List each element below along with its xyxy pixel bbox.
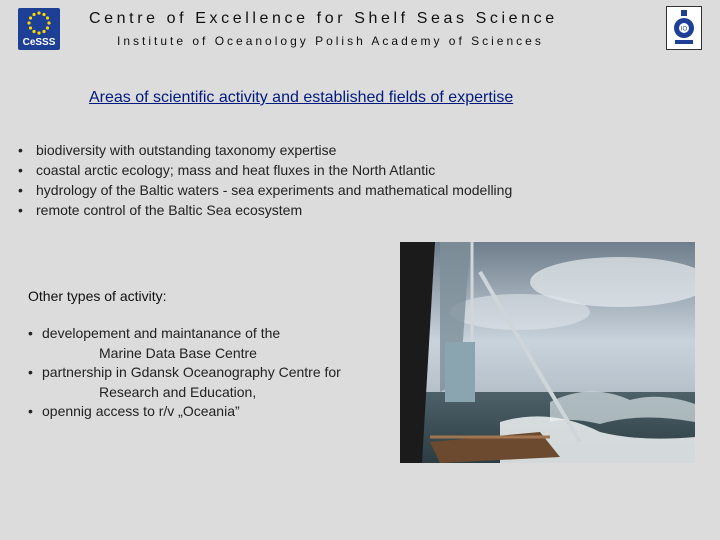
eu-stars-icon — [18, 8, 60, 38]
list-item-line: • developement and maintanance of the — [42, 325, 281, 341]
logo-right-text: IO — [680, 26, 688, 33]
other-activity-list — [28, 324, 400, 422]
section-heading: Areas of scientific activity and established fields of expertise — [89, 89, 514, 106]
list-item — [28, 363, 400, 402]
list-item-line: Marine Data Base Centre — [99, 344, 257, 361]
list-item-line: • partnership in Gdansk Oceanography Centre for — [42, 364, 341, 380]
list-item-line: Research and Education, — [99, 383, 257, 400]
logo-left-text: CeSSS — [22, 37, 56, 48]
institute-logo-icon — [666, 6, 702, 50]
ship-photo — [400, 242, 695, 463]
page-title: Centre of Excellence for Shelf Seas Science — [89, 10, 558, 27]
list-item — [28, 402, 400, 422]
list-item: • hydrology of the Baltic waters - sea experiments and mathematical modelling — [18, 180, 512, 200]
expertise-list — [18, 140, 512, 220]
other-activity-heading: Other types of activity: — [28, 288, 167, 304]
page-subtitle: Institute of Oceanology Polish Academy of Sciences — [117, 34, 544, 48]
list-item: • coastal arctic ecology; mass and heat fluxes in the North Atlantic — [18, 160, 512, 180]
list-item: • biodiversity with outstanding taxonomy expertise — [18, 140, 512, 160]
list-item: • remote control of the Baltic Sea ecosystem — [18, 200, 512, 220]
cesss-logo-icon — [18, 8, 60, 50]
list-item-line: • opennig access to r/v „Oceania” — [42, 403, 240, 419]
list-item — [28, 324, 400, 363]
